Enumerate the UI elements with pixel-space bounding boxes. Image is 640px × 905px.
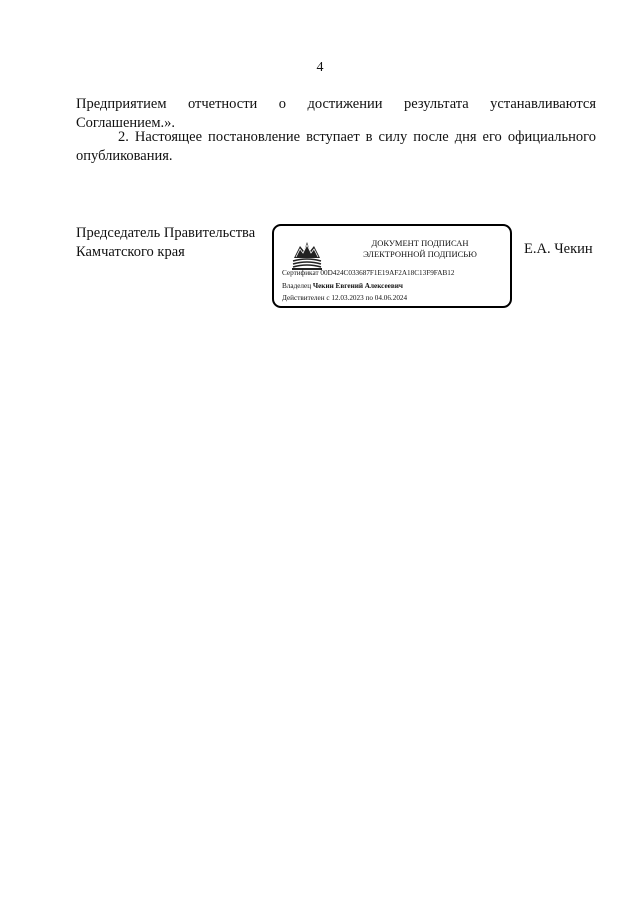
- paragraph-effective-date: [76, 128, 596, 166]
- signer-title-line: Председатель Правительства: [76, 225, 256, 241]
- stamp-heading: [334, 238, 506, 260]
- owner-value: Чекин Евгений Алексеевич: [312, 282, 403, 290]
- paragraph-line: Соглашением.».: [76, 115, 176, 131]
- signer-title-line: Камчатского края: [76, 244, 185, 260]
- stamp-owner: [282, 282, 403, 290]
- paragraph-line: Предприятием отчетности о достижении результата устанавливаются: [76, 96, 596, 112]
- validity-label: Действителен: [282, 294, 325, 302]
- owner-label: Владелец: [282, 282, 312, 290]
- paragraph-line: опубликования.: [76, 148, 173, 164]
- stamp-certificate: [282, 269, 454, 277]
- signer-title: [76, 224, 255, 262]
- stamp-validity: [282, 294, 407, 302]
- electronic-signature-stamp: [272, 224, 512, 308]
- certificate-label: Сертификат: [282, 269, 319, 277]
- validity-from-label: с: [326, 294, 330, 302]
- paragraph-line: 2. Настоящее постановление вступает в силу после дня его официального: [118, 129, 596, 145]
- certificate-value: 00D424C033687F1E19AF2A18C13F9FAB12: [320, 269, 455, 277]
- validity-from-date: 12.03.2023: [331, 294, 364, 302]
- stamp-heading-line: ДОКУМЕНТ ПОДПИСАН: [371, 238, 469, 248]
- kamchatka-emblem-icon: [290, 236, 324, 272]
- signer-name: Е.А. Чекин: [524, 241, 593, 257]
- stamp-heading-line: ЭЛЕКТРОННОЙ ПОДПИСЬЮ: [363, 249, 477, 259]
- validity-to-label: по: [365, 294, 373, 302]
- validity-to-date: 04.06.2024: [374, 294, 408, 302]
- page-number: 4: [316, 60, 324, 75]
